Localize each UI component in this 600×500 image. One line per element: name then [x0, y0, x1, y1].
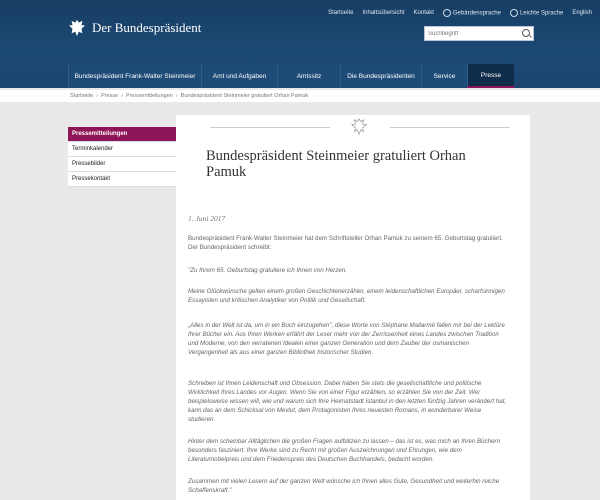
sidebar-item-terminkalender[interactable]: Terminkalender [68, 142, 176, 157]
chevron-right-icon: › [121, 93, 124, 99]
breadcrumb-startseite[interactable]: Startseite [70, 93, 94, 99]
sidebar-item-pressebilder[interactable]: Pressebilder [68, 157, 176, 172]
breadcrumb-presse[interactable]: Presse [101, 93, 119, 99]
breadcrumb-current: Bundespräsident Steinmeier gratuliert Orhan Pamuk [180, 93, 309, 99]
topnav-inhaltsuebersicht[interactable]: Inhaltsübersicht [362, 10, 405, 16]
topnav-kontakt[interactable]: Kontakt [413, 10, 434, 16]
search-input[interactable] [425, 28, 523, 39]
sidebar-item-pressemitteilungen[interactable]: Pressemitteilungen [68, 127, 176, 142]
article-paragraph: Hinter dem scheinbar Alltäglichen die großen Fragen aufblitzen zu lassen – das ist es, was mich an Ihren Büchern besonders fasziniert. Ihre Werke sind zu Recht mit großen Auszeichnungen und Ehrungen, wie dem Literaturnobelpreis und dem Friedenspreis des Deutschen Buchhandels, bedacht worden. [188, 438, 501, 463]
eagle-emblem-icon [68, 18, 86, 38]
nav-amt-und-aufgaben[interactable]: Amt und Aufgaben [201, 64, 277, 88]
top-utility-nav [328, 9, 592, 17]
article [176, 115, 530, 500]
article-paragraph: „Alles in der Welt ist da, um in ein Buch einzugehen", diese Worte von Stéphane Mallarmé fallen mir bei der Lektüre Ihrer Bücher ein. Aus Ihren Werken erfährt der Leser mehr von der Zerrissenheit eines Landes zwischen Tradition und Moderne, von den verratenen Idealen einer ganzen Generation und dem Zauber der osmanischen Vergangenheit als aus einer ganzen Bibliothek historischer Studien. [188, 322, 505, 356]
topnav-gebaerdensprache-label: Gebärdensprache [452, 10, 501, 17]
article-paragraph: Zusammen mit vielen Lesern auf der ganzen Welt wünsche ich Ihnen alles Gute, Gesundheit und weiterhin reiche Schaffenskraft." [188, 478, 500, 494]
chevron-right-icon: › [175, 93, 178, 99]
site-header [0, 0, 600, 88]
easy-language-icon [510, 9, 518, 17]
divider [210, 127, 330, 128]
topnav-english[interactable]: English [572, 10, 592, 16]
nav-die-bundespraesidenten[interactable]: Die Bundespräsidenten [340, 64, 421, 88]
nav-presse[interactable]: Presse [467, 64, 514, 88]
breadcrumb-pressemitteilungen[interactable]: Pressemitteilungen [126, 93, 173, 99]
divider [390, 127, 510, 128]
topnav-leichte-sprache-label: Leichte Sprache [519, 10, 564, 17]
article-paragraph: "Zu Ihrem 65. Geburtstag gratuliere ich Ihnen von Herzen. [188, 267, 348, 274]
article-paragraph: Schreiben ist Ihnen Leidenschaft und Obsession. Dabei haben Sie stets die gesellschaftliche und politische Wirklichkeit Ihres Landes vor Augen. Wenn Sie von einer Figur erzählen, so erzählen Sie von der Zeit. Wer beispielsweise wissen will, wie und warum sich Ihre Heimatstadt Istanbul in den letzten fünfzig Jahren verändert hat, kann das an dem Schicksal von Mevlut, dem Protagonisten Ihres neuesten Romans, in wunderbarer Weise studieren. [188, 380, 507, 423]
site-logo[interactable] [68, 18, 201, 38]
sidebar-item-pressekontakt[interactable]: Pressekontakt [68, 172, 176, 187]
sidebar-nav [68, 127, 176, 187]
article-title: Bundespräsident Steinmeier gratuliert Orhan Pamuk [206, 148, 466, 180]
search-icon[interactable] [522, 29, 530, 37]
topnav-leichte-sprache[interactable] [510, 9, 563, 17]
nav-amtssitz[interactable]: Amtssitz [277, 64, 340, 88]
brand-name: Der Bundespräsident [92, 20, 202, 35]
eagle-emblem-icon [350, 118, 368, 136]
chevron-right-icon: › [96, 93, 99, 99]
main-nav [68, 64, 514, 88]
search-box [424, 26, 534, 41]
breadcrumb [0, 90, 600, 102]
sign-language-icon [443, 9, 451, 17]
nav-bundespraesident[interactable]: Bundespräsident Frank-Walter Steinmeier [68, 64, 201, 88]
topnav-gebaerdensprache[interactable] [443, 9, 501, 17]
nav-service[interactable]: Service [421, 64, 467, 88]
article-paragraph: Meine Glückwünsche gelten einem großen Geschichtenerzähler, einem leidenschaftlichen Europäer, scharfsinnigen Essayisten und kritischen Analytiker von Politik und Gesellschaft. [188, 288, 505, 304]
article-date: 1. Juni 2017 [188, 214, 226, 223]
topnav-startseite[interactable]: Startseite [328, 10, 354, 16]
article-paragraph: Bundespräsident Frank-Walter Steinmeier hat dem Schriftsteller Orhan Pamuk zu seinem 65. Geburtstag gratuliert. Der Bundespräsident schreibt: [188, 235, 503, 251]
